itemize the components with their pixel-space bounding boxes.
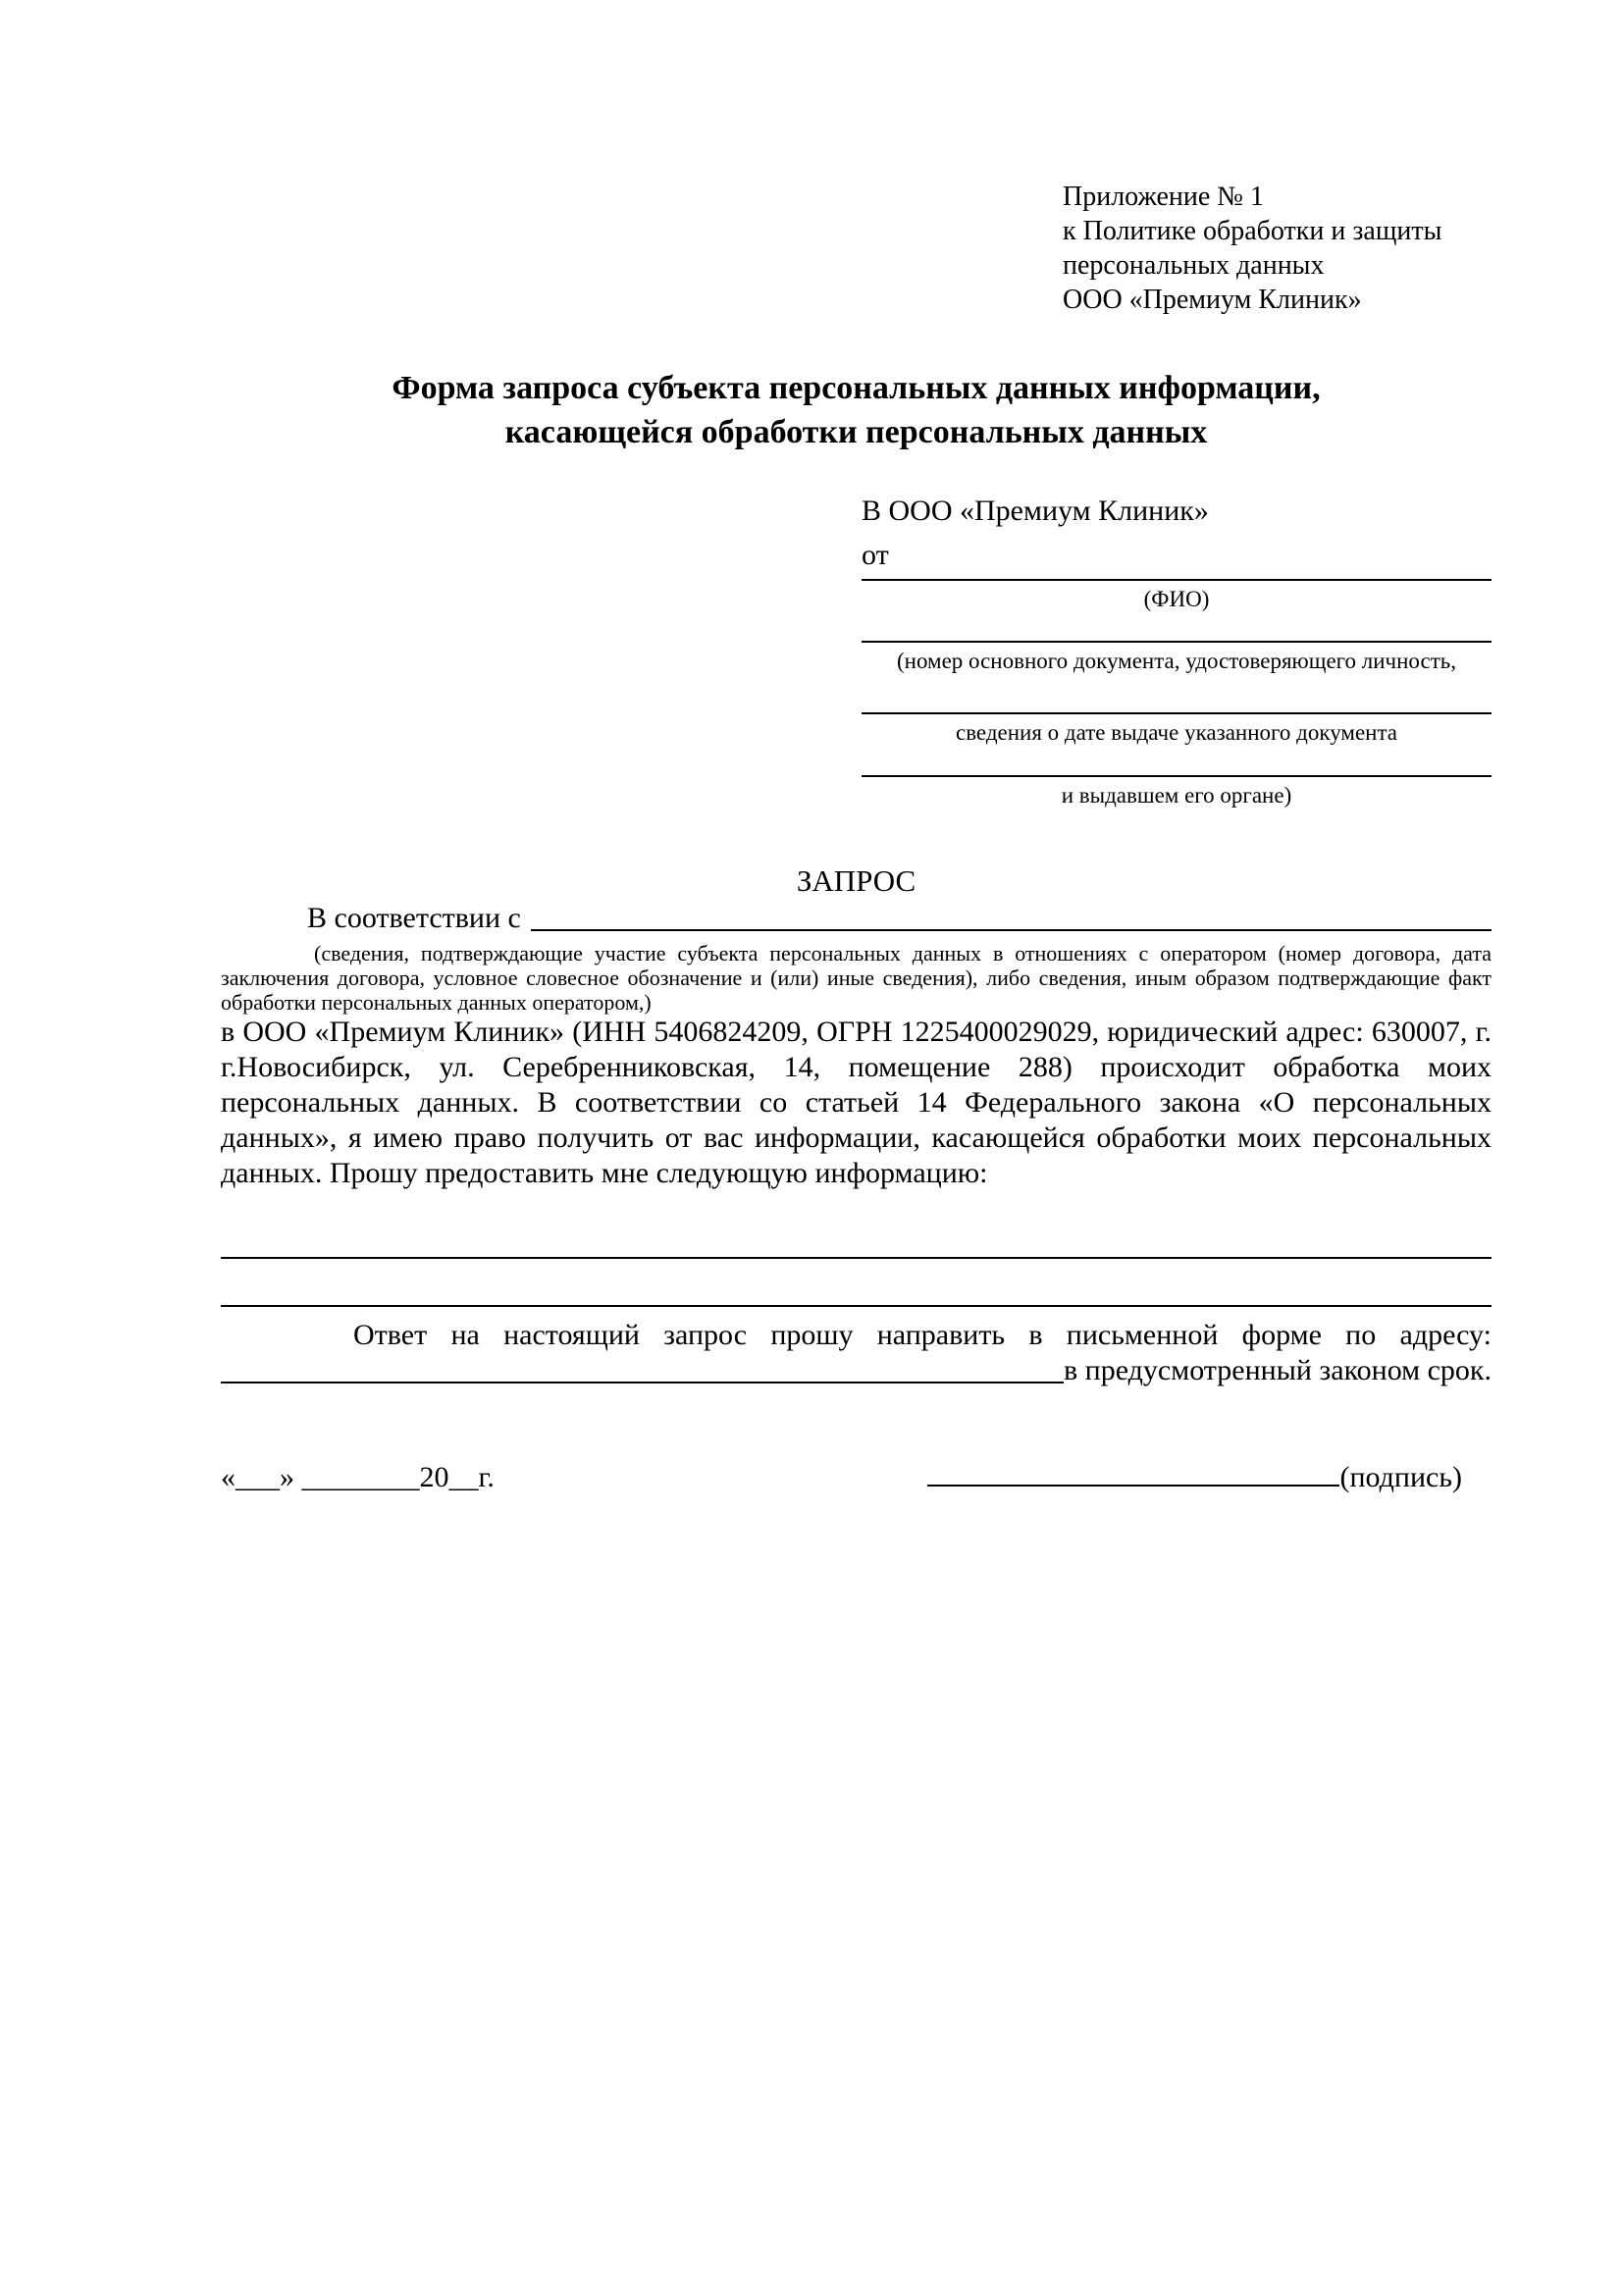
request-body: в ООО «Премиум Клиник» (ИНН 5406824209, ОГРН 1225400029029, юридический адрес: 630007, г. г.Новосибирск, ул. Серебренниковская, 14, помещение 288) происходит обработка моих персональных данных. В соответствии со статьей 14 Федерального закона «О персональных данных», я имею право получить от вас информации, касающейся обработки моих персональных данных. Прошу предоставить мне следующую информацию: <box>221 1016 1492 1189</box>
intro-prefix: В соответствии с <box>307 902 521 934</box>
issue-date-blank-line <box>862 712 1492 714</box>
fio-blank-line <box>862 579 1492 581</box>
intro-blank-line <box>531 929 1492 931</box>
reply-tail: в предусмотренный законом срок. <box>1064 1354 1492 1386</box>
appendix-header-line-4: ООО «Премиум Клиник» <box>1063 285 1362 315</box>
appendix-header-line-3: персональных данных <box>1063 250 1325 281</box>
addressee-from-label: от <box>862 539 889 571</box>
intro-line <box>221 901 1492 936</box>
signature-caption: (подпись) <box>1339 1461 1462 1493</box>
id-document-blank-line <box>862 641 1492 643</box>
addressee-to: В ООО «Премиум Клиник» <box>862 495 1209 527</box>
appendix-header <box>1063 180 1492 317</box>
document-title <box>221 366 1492 454</box>
addressee-block <box>862 489 1492 809</box>
address-blank-line <box>221 1382 1064 1383</box>
date-blank: «___» ________20__г. <box>221 1461 495 1493</box>
appendix-header-line-2: к Политике обработки и защиты <box>1063 216 1442 246</box>
issuing-authority-blank-line <box>862 775 1492 777</box>
info-blank-line-1 <box>221 1257 1492 1259</box>
reply-address-row <box>221 1353 1492 1388</box>
info-blank-line-2 <box>221 1305 1492 1307</box>
appendix-header-line-1: Приложение № 1 <box>1063 182 1264 212</box>
issue-date-caption: сведения о дате выдаче указанного документа <box>955 720 1398 745</box>
request-heading: ЗАПРОС <box>796 863 916 898</box>
signature-blank-line <box>927 1485 1339 1487</box>
signature-group <box>927 1460 1462 1495</box>
fio-caption: (ФИО) <box>1143 587 1210 611</box>
document-title-line-1: Форма запроса субъекта персональных данных информации, <box>392 370 1321 406</box>
reply-request-line: Ответ на настоящий запрос прошу направить в письменной форме по адресу: <box>353 1319 1492 1351</box>
date-signature-row <box>221 1460 1492 1495</box>
issuing-authority-caption: и выдавшем его органе) <box>1061 783 1292 808</box>
footnote: (сведения, подтверждающие участие субъекта персональных данных в отношениях с оператором (номер договора, дата заключения договора, условное словесное обозначение и (или) иные сведения), либо сведения, иным образом подтверждающие факт обработки персональных данных оператором,) <box>221 941 1492 1015</box>
id-document-caption: (номер основного документа, удостоверяющего личность, <box>896 649 1456 673</box>
document-title-line-2: касающейся обработки персональных данных <box>504 414 1208 450</box>
